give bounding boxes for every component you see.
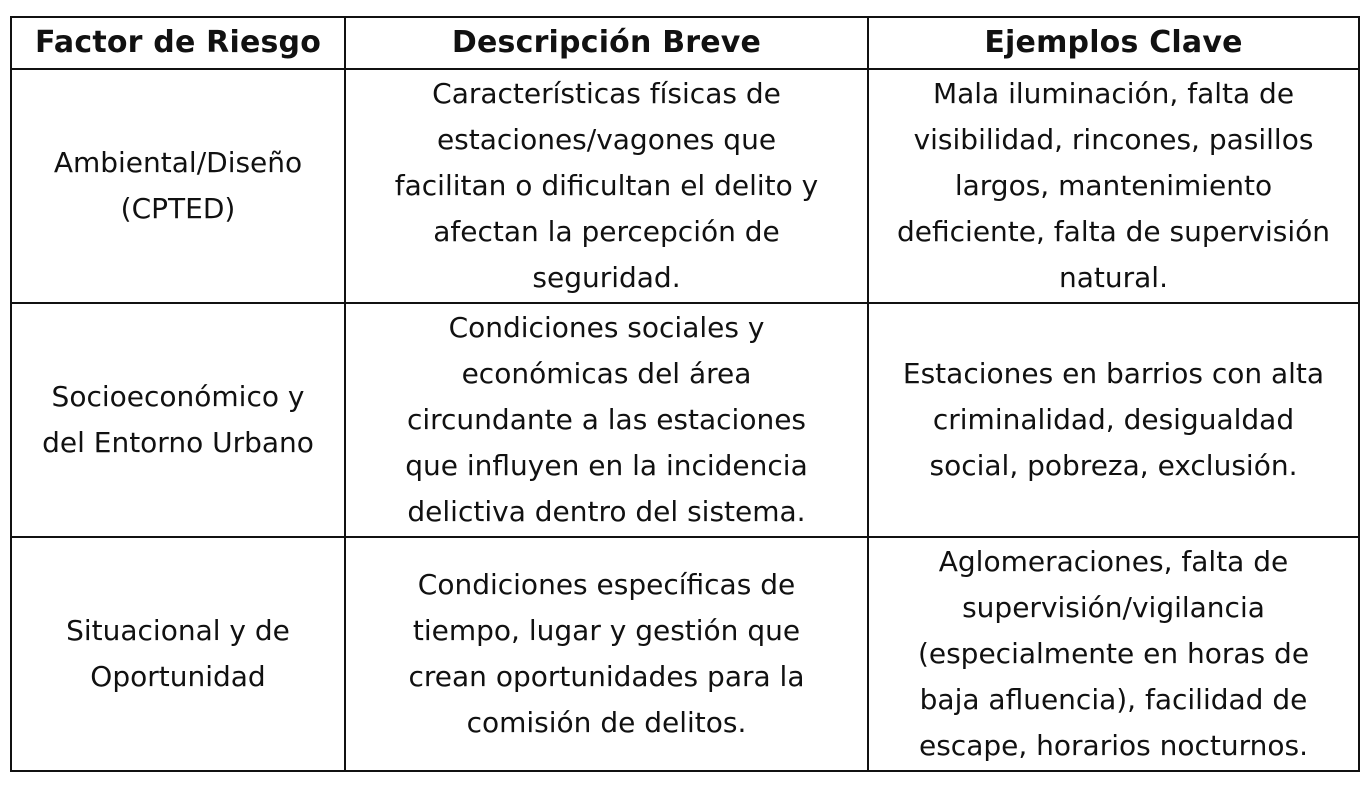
description-cell	[345, 537, 868, 771]
table-row	[11, 537, 1359, 771]
examples-cell	[868, 69, 1359, 303]
header-examples: Ejemplos Clave	[868, 17, 1359, 69]
description-cell	[345, 303, 868, 537]
factor-text: Situacional y de Oportunidad	[66, 614, 290, 693]
examples-text: Estaciones en barrios con alta criminalidad, desigualdad social, pobreza, exclusión.	[902, 357, 1325, 482]
factor-cell	[11, 69, 345, 303]
factor-cell	[11, 303, 345, 537]
table-body	[11, 69, 1359, 771]
header-factor: Factor de Riesgo	[11, 17, 345, 69]
header-row	[11, 17, 1359, 69]
table-row	[11, 303, 1359, 537]
table-row	[11, 69, 1359, 303]
examples-text: Mala iluminación, falta de visibilidad, rincones, pasillos largos, mantenimiento deficiente, falta de supervisión natural.	[897, 77, 1330, 294]
table-header	[11, 17, 1359, 69]
description-text: Condiciones específicas de tiempo, lugar y gestión que crean oportunidades para la comisión de delitos.	[408, 568, 805, 739]
description-text: Características físicas de estaciones/vagones que facilitan o dificultan el delito y afectan la percepción de seguridad.	[394, 77, 819, 294]
factor-cell	[11, 537, 345, 771]
header-description: Descripción Breve	[345, 17, 868, 69]
risk-factors-table	[10, 16, 1360, 772]
factor-text: Ambiental/Diseño (CPTED)	[53, 146, 303, 225]
examples-cell	[868, 537, 1359, 771]
factor-text: Socioeconómico y del Entorno Urbano	[42, 380, 314, 459]
description-cell	[345, 69, 868, 303]
description-text: Condiciones sociales y económicas del área circundante a las estaciones que influyen en la incidencia delictiva dentro del sistema.	[405, 311, 808, 528]
examples-cell	[868, 303, 1359, 537]
examples-text: Aglomeraciones, falta de supervisión/vigilancia (especialmente en horas de baja afluencia), facilidad de escape, horarios nocturnos.	[917, 545, 1310, 762]
